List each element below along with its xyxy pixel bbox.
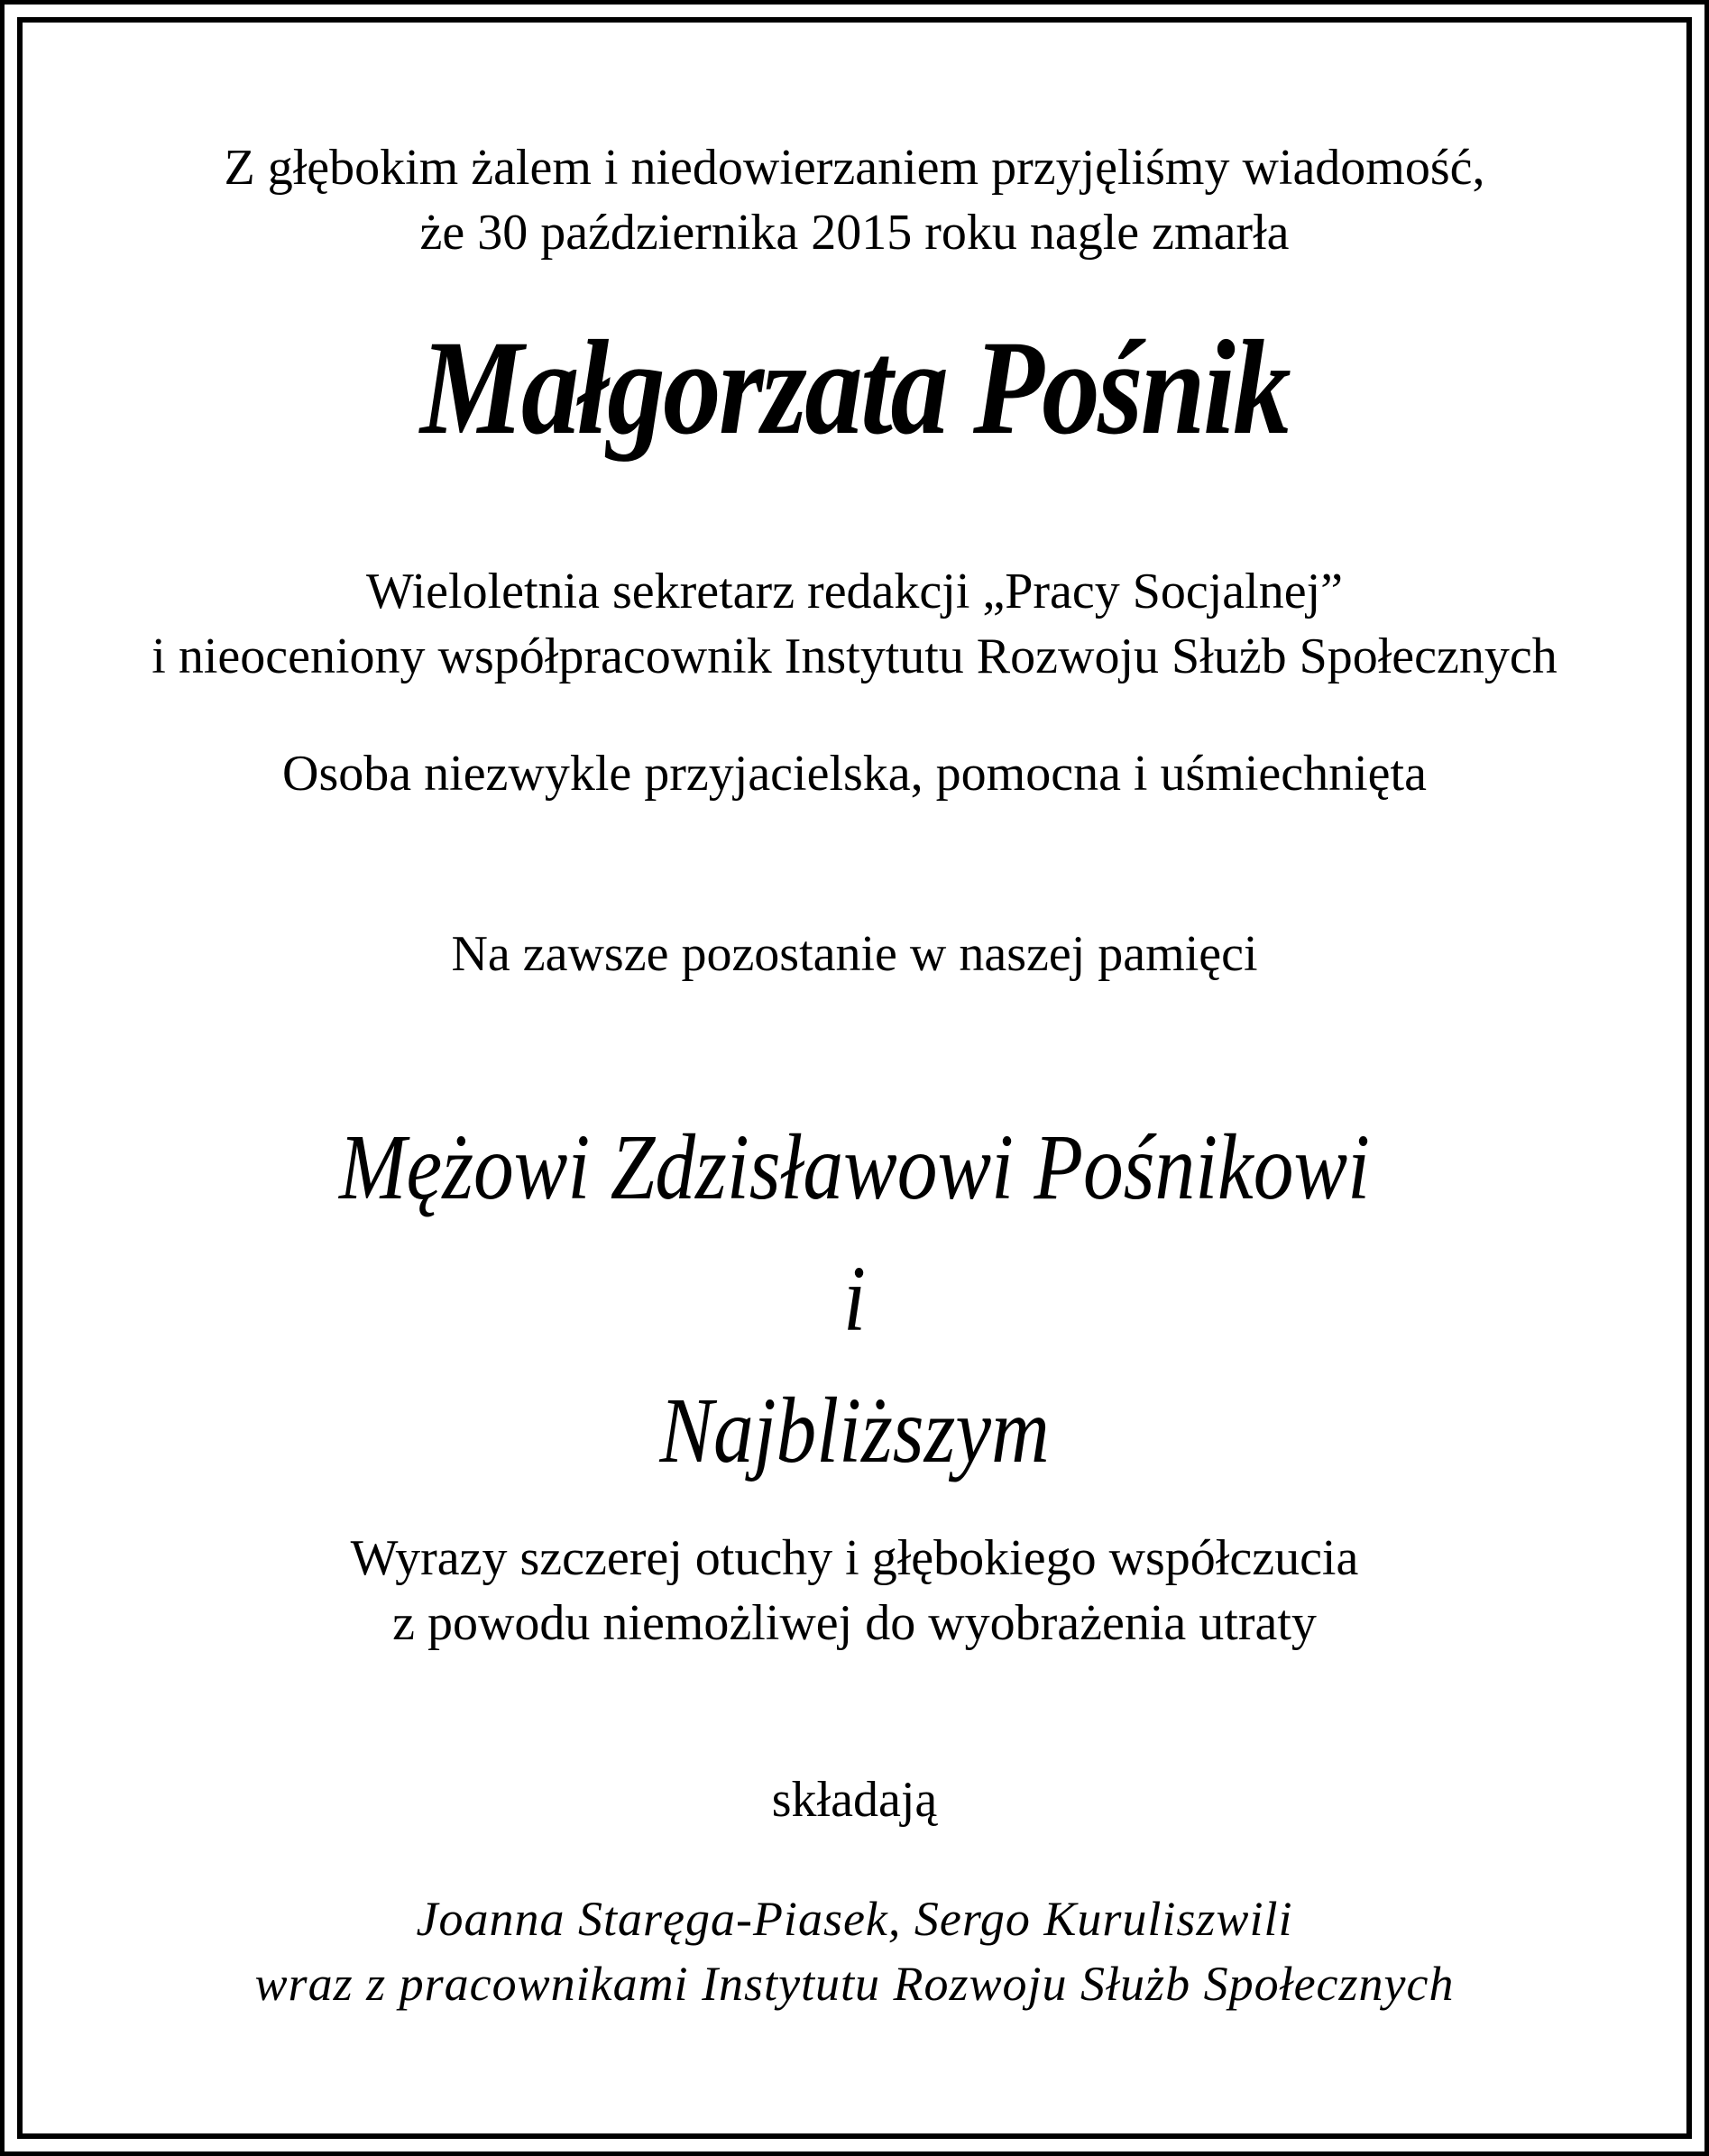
condolence-paragraph [23,1526,1686,1656]
memory-paragraph [23,922,1686,986]
role-line-1: Wieloletnia sekretarz redakcji „Pracy Socjalnej” [366,564,1343,619]
dedication-line-3: Najbliższym [659,1379,1050,1482]
intro-paragraph [23,135,1686,265]
memory-line: Na zawsze pozostanie w naszej pamięci [451,926,1258,982]
role-line-2: i nieoceniony współpracownik Instytutu Rozwoju Służb Społecznych [152,628,1557,684]
signers-line-1: Joanna Staręga-Piasek, Sergo Kuruliszwili [416,1892,1293,1946]
submitted-by-label [23,1767,1686,1832]
intro-line-1: Z głębokim żalem i niedowierzaniem przyjęliśmy wiadomość, [224,140,1485,196]
dedication-line-2: i [843,1247,866,1351]
submitted-by-text: składają [771,1772,938,1828]
trait-line: Osoba niezwykle przyjacielska, pomocna i uśmiechnięta [282,746,1427,802]
condolence-line-2: z powodu niemożliwej do wyobrażenia utraty [392,1595,1317,1651]
deceased-name: Małgorzata Pośnik [419,313,1290,463]
dedication-block [139,1102,1570,1497]
signers-block [23,1886,1686,2016]
dedication-line-1: Mężowi Zdzisławowi Pośnikowi [339,1115,1370,1219]
intro-line-2: że 30 października 2015 roku nagle zmarła [419,205,1290,261]
trait-paragraph [23,741,1686,806]
role-paragraph [23,559,1686,689]
signers-line-2: wraz z pracownikami Instytutu Rozwoju Służb Społecznych [254,1957,1455,2011]
condolence-line-1: Wyrazy szczerej otuchy i głębokiego współczucia [350,1530,1359,1586]
